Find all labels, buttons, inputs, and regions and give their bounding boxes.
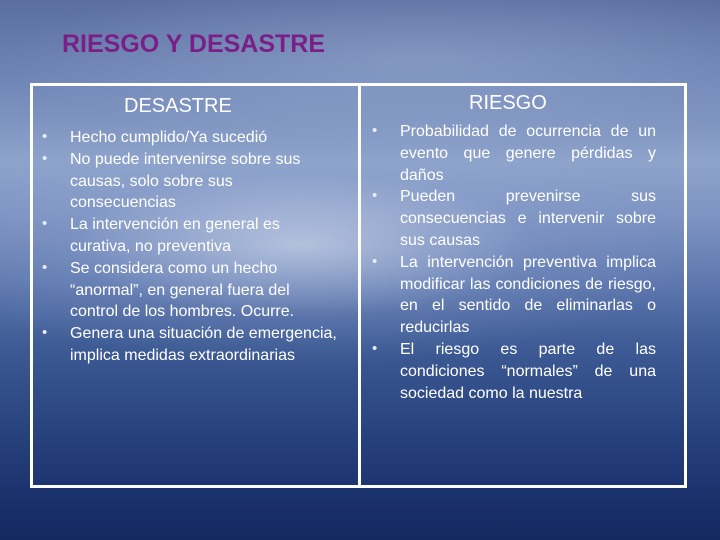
list-item-text: Pueden prevenirse sus consecuencias e intervenir sobre sus causas: [400, 188, 656, 249]
bullet-icon: •: [42, 128, 48, 145]
list-item-text: No puede intervenirse sobre sus causas, solo sobre sus consecuencias: [70, 150, 301, 212]
list-item: [42, 323, 338, 367]
list-item-text: El riesgo es parte de las condiciones “normales” de una sociedad como la nuestra: [400, 340, 656, 402]
desastre-heading: DESASTRE: [124, 95, 232, 117]
bullet-icon: •: [42, 258, 48, 276]
list-item: [42, 149, 338, 214]
list-item-text: Se considera como un hecho “anormal”, en general fuera del control de los hombres. Ocurre.: [70, 259, 295, 321]
list-item: [42, 214, 338, 258]
bullet-icon: •: [42, 215, 48, 233]
bullet-icon: •: [372, 122, 378, 139]
list-item: [372, 186, 656, 251]
bullet-icon: •: [42, 324, 48, 342]
bullet-icon: •: [372, 252, 378, 270]
riesgo-heading: RIESGO: [469, 92, 547, 114]
bullet-icon: •: [372, 339, 378, 357]
list-item: [372, 121, 656, 186]
riesgo-list: [372, 121, 656, 404]
bullet-icon: •: [372, 187, 378, 205]
list-item: [372, 339, 656, 404]
list-item-text: Genera una situación de emergencia, implica medidas extraordinarias: [70, 325, 337, 364]
slide-title: RIESGO Y DESASTRE: [62, 30, 326, 58]
list-item-text: Hecho cumplido/Ya sucedió: [70, 129, 268, 146]
column-divider: [358, 83, 361, 488]
bullet-icon: •: [42, 149, 48, 167]
list-item: [42, 127, 338, 149]
list-item-text: La intervención preventiva implica modificar las condiciones de riesgo, en el sentido de eliminarlas o reducirlas: [400, 253, 656, 337]
list-item-text: Probabilidad de ocurrencia de un evento que genere pérdidas y daños: [400, 123, 656, 184]
desastre-list: [42, 127, 338, 367]
list-item: [372, 252, 656, 339]
list-item-text: La intervención en general es curativa, no preventiva: [70, 216, 280, 255]
list-item: [42, 258, 338, 323]
